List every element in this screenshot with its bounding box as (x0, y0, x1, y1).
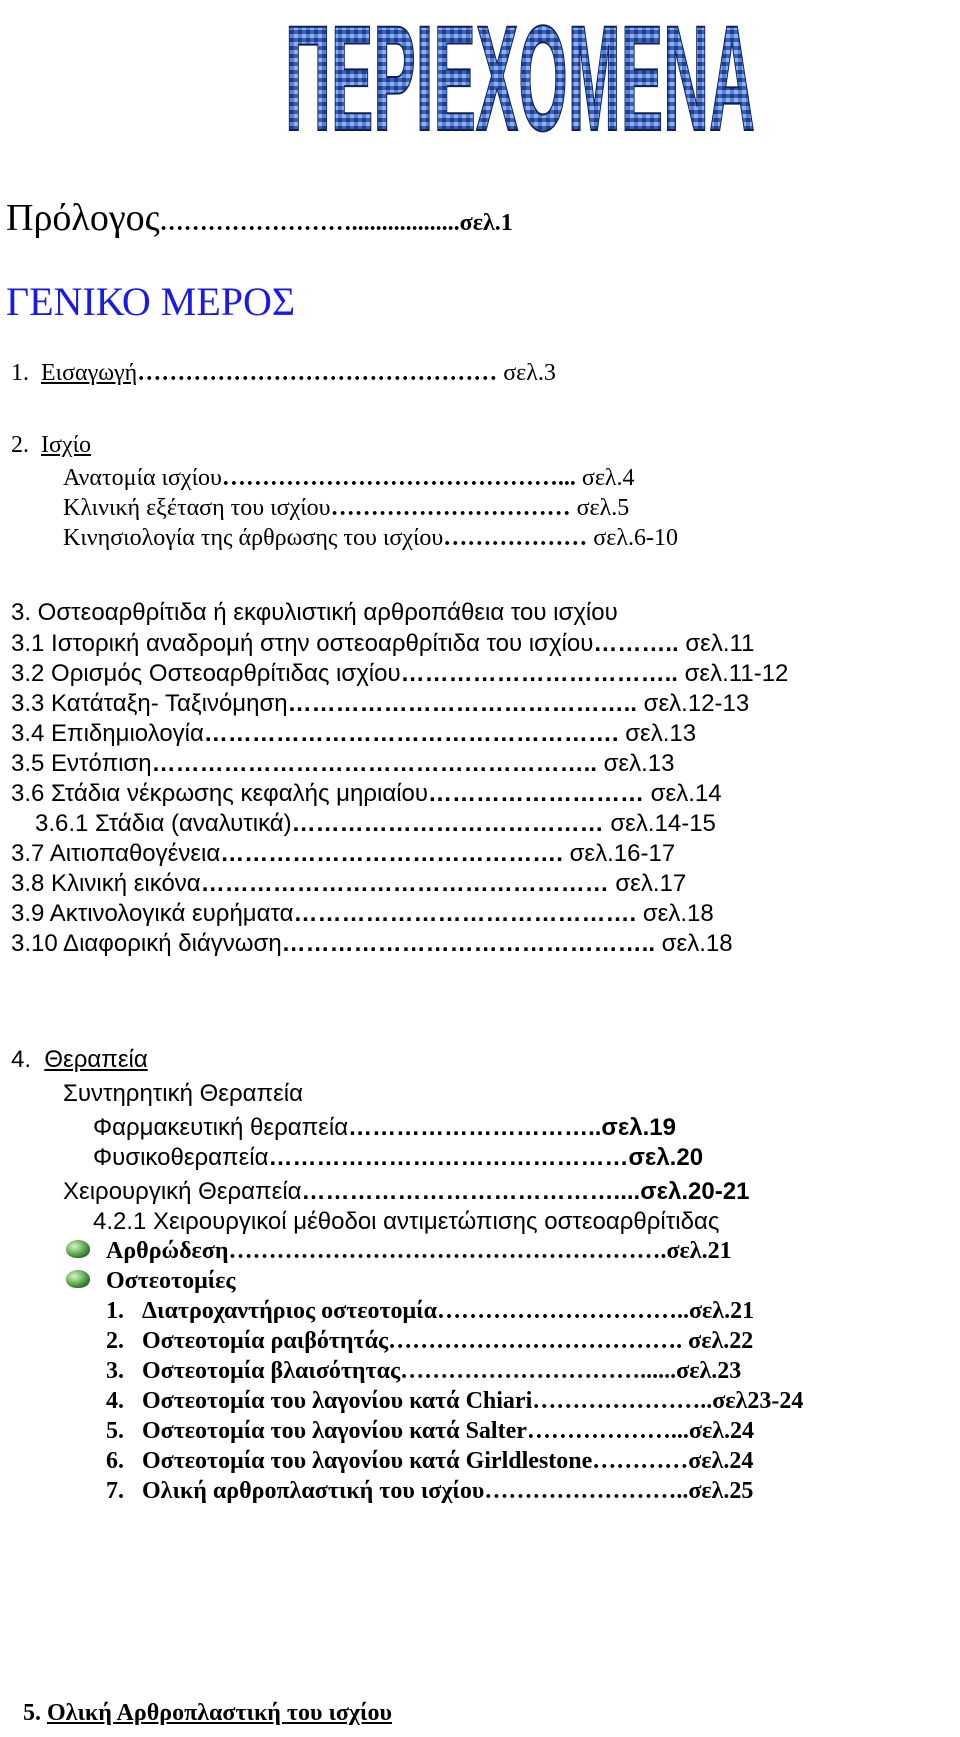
entry-page: ..σελ.20-21 (626, 1178, 750, 1205)
toc-entry-osteoarthritis (11, 599, 618, 627)
entry-title: 3.1 Ιστορική αναδρομή στην οστεοαρθρίτιδα του ισχίου (11, 630, 594, 657)
entry-dots: ………………………………….. (301, 1178, 627, 1205)
entry-title: 3. Οστεοαρθρίτιδα ή εκφυλιστική αρθροπάθεια του ισχίου (11, 599, 618, 626)
toc-entry-osteotomy-3 (106, 1358, 741, 1385)
entry-title: Κινησιολογία της άρθρωσης του ισχίου (63, 525, 444, 551)
entry-dots: …………………………………….. (287, 690, 637, 717)
gem-bullet-icon (66, 1270, 90, 1288)
entry-title: 3.10 Διαφορική διάγνωση (11, 930, 282, 957)
entry-page: σελ.5 (570, 495, 630, 521)
entry-page: σελ.13 (596, 750, 675, 777)
toc-entry-3-5 (11, 750, 674, 778)
logo-text: ΠΕΡΙΕΧΟΜΕΝΑ (285, 2, 755, 150)
entry-page: σελ.13 (618, 720, 697, 747)
entry-page: σελ.19 (601, 1114, 676, 1141)
toc-entry-arthroplasty (23, 1700, 392, 1727)
entry-title: Οστεοτομία βλαισότητας (142, 1358, 401, 1384)
entry-dots: …………………………….. (400, 660, 678, 687)
entry-title: Φυσικοθεραπεία (93, 1144, 269, 1171)
toc-entry-3-3 (11, 690, 749, 718)
toc-entry-osteotomy-5 (106, 1418, 754, 1445)
toc-entry-anatomy (63, 465, 635, 492)
entry-page: σελ.14-15 (603, 810, 716, 837)
prologue-label: Πρόλογος (6, 197, 160, 239)
entry-title: 3.3 Κατάταξη- Ταξινόμηση (11, 690, 288, 717)
entry-title: Συντηρητική Θεραπεία (63, 1080, 303, 1107)
entry-page: σελ23-24 (712, 1388, 804, 1414)
entry-number: 7. (106, 1478, 124, 1504)
toc-entry-therapy (11, 1046, 148, 1074)
entry-page: σελ.20 (628, 1144, 704, 1171)
entry-number: 5. (23, 1700, 41, 1726)
section-heading-general: ΓΕΝΙΚΟ ΜΕΡΟΣ (6, 279, 296, 324)
entry-title: Ισχίο (41, 432, 92, 458)
entry-dots: ……………………………………... (221, 465, 576, 491)
entry-title: Οστεοτομία ραιβότητάς (142, 1328, 389, 1354)
entry-page: σελ.6-10 (587, 525, 678, 551)
toc-entry-3-1 (11, 630, 754, 658)
entry-dots: ……………………… (428, 780, 645, 807)
entry-title: Ανατομία ισχίου (63, 465, 222, 491)
toc-entry-osteotomy-4 (106, 1388, 803, 1415)
entry-number: 4. (11, 1046, 32, 1073)
contents-logo (278, 2, 762, 150)
entry-dots: ……………………………………………….. (151, 750, 597, 777)
toc-entry-osteotomy-7 (106, 1478, 753, 1505)
entry-dots: ………………………… (330, 495, 571, 521)
entry-dots: …………………………...... (400, 1358, 677, 1384)
entry-page: σελ.23 (676, 1358, 742, 1384)
entry-title: Οστεοτομίες (106, 1268, 236, 1294)
entry-dots: ……………………………………….. (281, 930, 656, 957)
toc-entry-intro (11, 360, 556, 387)
toc-entry-3-7 (11, 840, 675, 868)
entry-dots: ………… (592, 1448, 689, 1474)
entry-title: 3.8 Κλινική εικόνα (11, 870, 201, 897)
toc-entry-3-6-1 (35, 810, 716, 838)
entry-title: Ολική αρθροπλαστική του ισχίου (142, 1478, 485, 1504)
entry-title: 3.6 Στάδια νέκρωσης κεφαλής μηριαίου (11, 780, 429, 807)
entry-dots: ……………………………………… (268, 1144, 629, 1171)
entry-dots: ………………….. (532, 1388, 713, 1414)
entry-page: σελ.11 (678, 630, 755, 657)
entry-title: Αρθρώδεση (106, 1238, 229, 1264)
entry-title: Χειρουργική Θεραπεία (63, 1178, 302, 1205)
entry-title: Οστεοτομία του λαγονίου κατά Girldlestone (142, 1448, 593, 1474)
toc-entry-3-8 (11, 870, 686, 898)
entry-title: 3.2 Ορισμός Οστεοαρθρίτιδας ισχίου (11, 660, 401, 687)
entry-page: σελ.4 (575, 465, 635, 491)
toc-entry-4-2-1 (93, 1208, 719, 1236)
entry-title: Οστεοτομία του λαγονίου κατά Salter (142, 1418, 527, 1444)
entry-page: σελ.16-17 (562, 840, 676, 867)
toc-entry-osteotomies (106, 1268, 236, 1295)
entry-dots: ………………………….. (348, 1114, 602, 1141)
entry-page: σελ.22 (682, 1328, 754, 1354)
toc-entry-conservative (63, 1080, 303, 1108)
entry-title: Εισαγωγή (41, 360, 138, 386)
entry-dots: ……………………………………………. (203, 720, 619, 747)
entry-number: 6. (106, 1448, 124, 1474)
entry-dots: ………………………………………………. (228, 1238, 667, 1264)
entry-title: 3.4 Επιδημιολογία (11, 720, 204, 747)
entry-number: 4. (106, 1388, 124, 1414)
toc-entry-kinesiology (63, 525, 678, 552)
entry-number: 2. (106, 1328, 124, 1354)
entry-page: σελ.11-12 (677, 660, 789, 687)
entry-dots: ………………... (526, 1418, 689, 1444)
toc-entry-3-2 (11, 660, 788, 688)
entry-page: σελ.25 (688, 1478, 754, 1504)
entry-dots: ……………………………………. (293, 900, 637, 927)
entry-page: σελ.17 (608, 870, 687, 897)
gem-bullet-icon (66, 1240, 90, 1258)
toc-entry-osteotomy-2 (106, 1328, 753, 1355)
entry-title: 3.9 Ακτινολογικά ευρήματα (11, 900, 294, 927)
entry-dots: ……………………………………… (137, 360, 498, 386)
entry-title: Κλινική εξέταση του ισχίου (63, 495, 331, 521)
entry-title: 3.7 Αιτιοπαθογένεια (11, 840, 221, 867)
entry-number: 3. (106, 1358, 124, 1384)
toc-entry-arthrodesis (106, 1238, 732, 1265)
toc-entry-3-9 (11, 900, 714, 928)
entry-page: σελ.18 (636, 900, 714, 927)
entry-page: σελ.24 (688, 1418, 754, 1444)
entry-title: Ολική Αρθροπλαστική του ισχίου (47, 1700, 392, 1726)
toc-entry-pharmaco (93, 1114, 676, 1142)
entry-title: 4.2.1 Χειρουργικοί μέθοδοι αντιμετώπισης οστεοαρθρίτιδας (93, 1208, 720, 1235)
entry-number: 1. (11, 360, 29, 386)
prologue-dots: …………………….................. (159, 210, 460, 236)
entry-title: 3.6.1 Στάδια (αναλυτικά) (35, 810, 292, 837)
toc-entry-physio (93, 1144, 703, 1172)
toc-entry-surgical (63, 1178, 749, 1206)
toc-entry-3-6 (11, 780, 722, 808)
entry-page: σελ.21 (688, 1298, 755, 1324)
entry-page: σελ.24 (688, 1448, 754, 1474)
entry-page: σελ.21 (666, 1238, 732, 1264)
entry-dots: ……………………………………. (220, 840, 563, 867)
entry-number: 2. (11, 432, 29, 458)
toc-entry-3-4 (11, 720, 696, 748)
toc-entry-osteotomy-1 (106, 1298, 754, 1325)
entry-dots: ……….. (593, 630, 679, 657)
prologue-page: σελ.1 (459, 210, 513, 236)
entry-page: σελ.3 (497, 360, 556, 386)
entry-title: Θεραπεία (44, 1046, 148, 1073)
entry-title: Διατροχαντήριος οστεοτομία (142, 1298, 437, 1324)
entry-number: 5. (106, 1418, 124, 1444)
entry-title: Οστεοτομία του λαγονίου κατά Chiari (142, 1388, 533, 1414)
entry-page: σελ.12-13 (636, 690, 750, 717)
entry-title: 3.5 Εντόπιση (11, 750, 152, 777)
toc-entry-3-10 (11, 930, 733, 958)
entry-number: 1. (106, 1298, 124, 1324)
entry-dots: ………………………………… (291, 810, 604, 837)
entry-title: Φαρμακευτική θεραπεία (93, 1114, 349, 1141)
entry-dots: ……………… (443, 525, 588, 551)
entry-dots: ………………………….. (436, 1298, 689, 1324)
entry-dots: …………………….. (484, 1478, 689, 1504)
toc-entry-hip (11, 432, 91, 459)
toc-entry-clinical-exam (63, 495, 629, 522)
entry-page: σελ.14 (644, 780, 722, 807)
entry-dots: …………………………………………… (200, 870, 609, 897)
entry-page: σελ.18 (655, 930, 733, 957)
entry-dots: ………………………………. (388, 1328, 683, 1354)
prologue-entry (6, 196, 513, 240)
toc-entry-osteotomy-6 (106, 1448, 753, 1475)
